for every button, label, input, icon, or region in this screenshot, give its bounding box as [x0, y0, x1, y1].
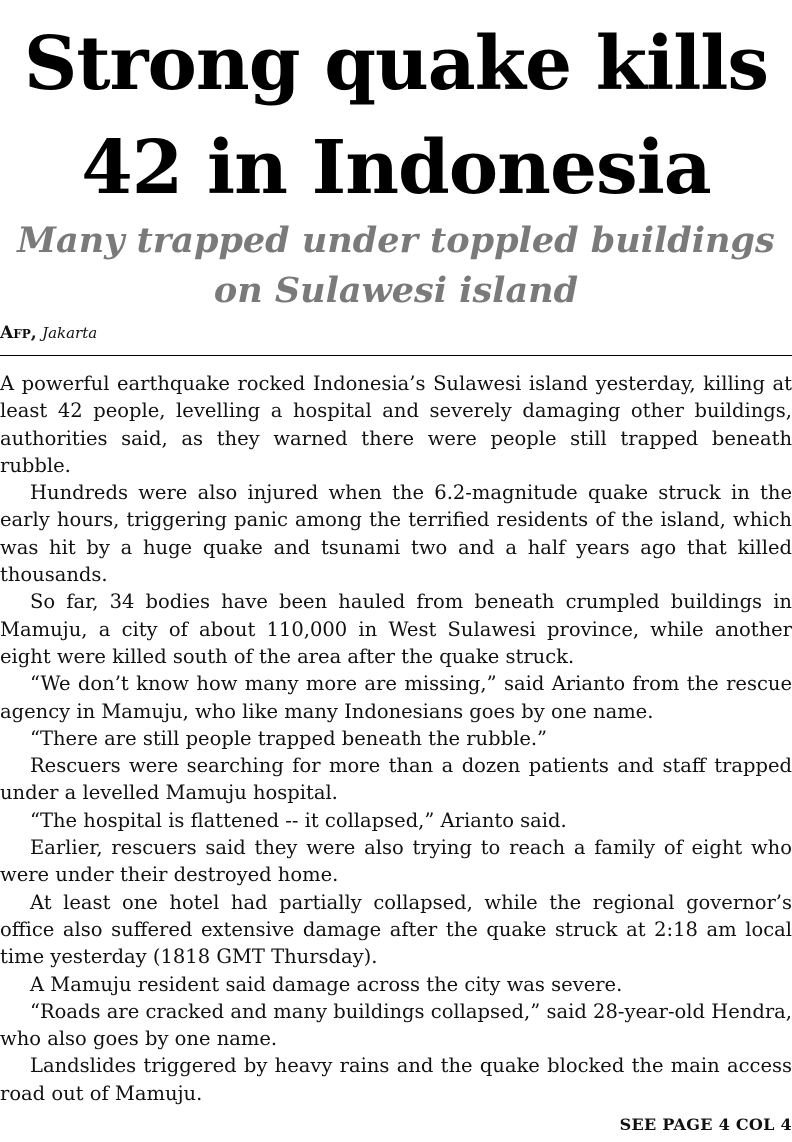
article-paragraph: Earlier, rescuers said they were also trying to reach a family of eight who were under their destroyed home. — [0, 836, 792, 887]
article-paragraph: Hundreds were also injured when the 6.2-magnitude quake struck in the early hours, triggering panic among the terrified residents of the island, which was hit by a huge quake and tsunami two and a half years ago that killed thousands. — [0, 481, 792, 587]
article-paragraph: Landslides triggered by heavy rains and the quake blocked the main access road out of Mamuju. — [0, 1054, 792, 1105]
headline: Strong quake kills 42 in Indonesia — [23, 21, 769, 211]
article-paragraph: At least one hotel had partially collapsed, while the regional governor’s office also suffered extensive damage after the quake struck at 2:18 am local time yesterday (1818 GMT Thursday). — [0, 890, 792, 969]
byline — [0, 323, 400, 343]
article-body — [0, 370, 792, 1107]
article-paragraph: “The hospital is flattened -- it collapsed,” Arianto said. — [30, 808, 567, 832]
article-paragraph: A Mamuju resident said damage across the city was severe. — [30, 972, 623, 996]
article-paragraph: “There are still people trapped beneath the rubble.” — [30, 726, 548, 750]
byline-divider — [0, 355, 792, 356]
byline-location: Jakarta — [42, 324, 98, 342]
continuation-jump-line: SEE PAGE 4 COL 4 — [619, 1115, 792, 1134]
subheadline: Many trapped under toppled buildings on Sulawesi island — [17, 220, 775, 311]
article-paragraph: Rescuers were searching for more than a dozen patients and staff trapped under a levelled Mamuju hospital. — [0, 754, 792, 805]
byline-agency: Afp, — [0, 323, 37, 343]
article-paragraph: “We don’t know how many more are missing,” said Arianto from the rescue agency in Mamuju, who like many Indonesians goes by one name. — [0, 672, 792, 723]
article-paragraph: “Roads are cracked and many buildings collapsed,” said 28-year-old Hendra, who also goes by one name. — [0, 999, 792, 1051]
article-paragraph: A powerful earthquake rocked Indonesia’s Sulawesi island yesterday, killing at least 42 people, levelling a hospital and severely damaging other buildings, authorities said, as they warned there were people still trapped beneath rubble. — [0, 372, 792, 477]
article-paragraph: So far, 34 bodies have been hauled from beneath crumpled buildings in Mamuju, a city of about 110,000 in West Sulawesi province, while another eight were killed south of the area after the quake struck. — [0, 590, 792, 668]
